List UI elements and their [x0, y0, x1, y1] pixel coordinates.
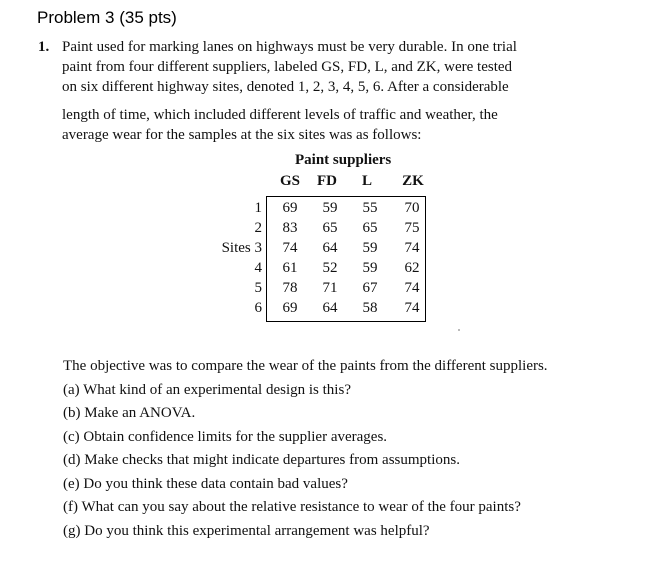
table-row: [200, 220, 440, 240]
table-row: [200, 260, 440, 280]
page-title: Problem 3 (35 pts): [37, 8, 177, 27]
problem-line-3: on six different highway sites, denoted 1, 2, 3, 4, 5, 6. After a considerable: [62, 79, 509, 95]
cell: 52: [322, 260, 338, 276]
cell: 62: [404, 260, 420, 276]
cell: 74: [404, 300, 420, 316]
cell: 69: [282, 300, 298, 316]
question-c: (c) Obtain confidence limits for the supplier averages.: [63, 428, 388, 445]
site-label: 2: [254, 220, 262, 236]
cell: 74: [404, 240, 420, 256]
questions-list: [63, 355, 623, 543]
question-g: (g) Do you think this experimental arrangement was helpful?: [63, 522, 430, 539]
table-header-row: [200, 173, 440, 193]
sites-label: Sites: [221, 240, 251, 256]
cell: 75: [404, 220, 420, 236]
cell: 59: [322, 200, 338, 216]
problem-line-1: 1. Paint used for marking lanes on highways must be very durable. In one trial: [38, 39, 517, 55]
cell: 64: [322, 240, 338, 256]
cell: 70: [404, 200, 420, 216]
problem-line-2: paint from four different suppliers, labeled GS, FD, L, and ZK, were tested: [62, 59, 513, 75]
cell: 83: [282, 220, 298, 236]
cell: 55: [362, 200, 378, 216]
stray-mark: [458, 329, 460, 331]
site-label: 1: [254, 200, 262, 216]
header-zk: ZK: [402, 173, 424, 189]
cell: 59: [362, 260, 378, 276]
cell: 59: [362, 240, 378, 256]
cell: 64: [322, 300, 338, 316]
header-l: L: [361, 173, 372, 189]
site-label: 4: [254, 260, 262, 276]
cell: 65: [362, 220, 378, 236]
question-d: (d) Make checks that might indicate departures from assumptions.: [63, 452, 460, 468]
cell: 74: [282, 240, 298, 256]
site-label: Sites 3: [221, 240, 262, 256]
table-row: [200, 240, 440, 260]
question-b: (b) Make an ANOVA.: [63, 405, 196, 421]
cell: 69: [282, 200, 298, 216]
table-title: Paint suppliers: [295, 152, 392, 168]
cell: 65: [322, 220, 338, 236]
cell: 61: [282, 260, 298, 276]
table-row: [200, 200, 440, 220]
cell: 67: [362, 280, 378, 296]
header-gs: GS: [279, 173, 300, 189]
header-fd: FD: [317, 173, 337, 189]
cell: 71: [322, 280, 338, 296]
question-a: (a) What kind of an experimental design is this?: [63, 381, 351, 398]
question-e: (e) Do you think these data contain bad values?: [63, 475, 348, 492]
problem-statement: [38, 37, 613, 145]
cell: 58: [362, 300, 378, 316]
cell: 74: [404, 280, 420, 296]
table-row: [200, 280, 440, 300]
problem-number: 1.: [38, 39, 50, 55]
table-row: [200, 300, 440, 320]
problem-line-5: average wear for the samples at the six sites was as follows:: [62, 127, 422, 143]
problem-line-4: length of time, which included different levels of traffic and weather, the: [62, 107, 498, 123]
site-label: 6: [254, 300, 262, 316]
question-f: (f) What can you say about the relative resistance to wear of the four paints?: [63, 499, 521, 515]
cell: 78: [282, 280, 298, 296]
site-label: 5: [254, 280, 262, 296]
questions-intro: The objective was to compare the wear of the paints from the different suppliers.: [63, 358, 548, 374]
